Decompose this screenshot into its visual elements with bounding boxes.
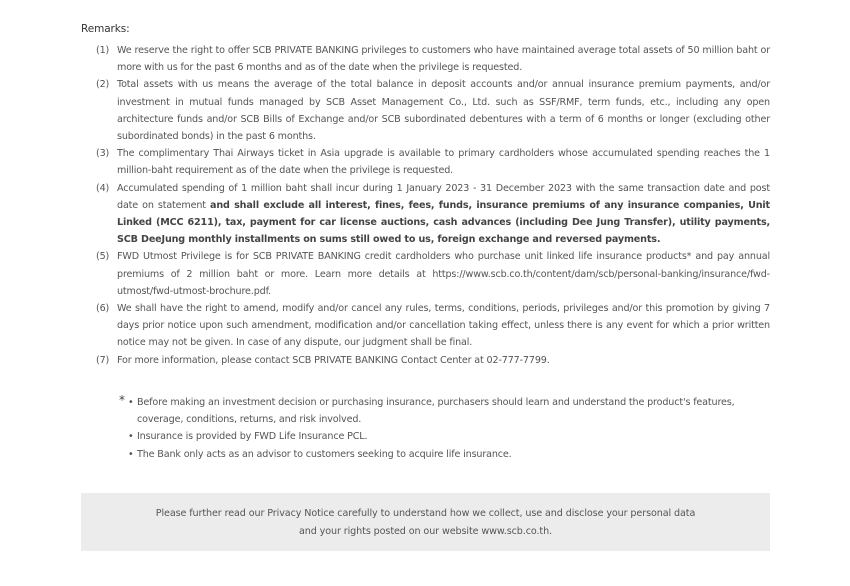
remark-bold-exclusions: and shall exclude all interest, fines, fees, funds, insurance premiums of any insurance companies, Unit Linked (MCC 6211), tax, payment for car license auctions, cash advances (including Dee Jung Transfer), utility payments, SCB DeeJung monthly installments on sums still owed to us, foreign exchange and reversed payments. (117, 199, 770, 246)
footnote-text: The Bank only acts as an advisor to customers seeking to acquire life insurance. (137, 448, 512, 460)
remark-number: (2) (96, 79, 110, 91)
remark-number: (4) (96, 182, 110, 194)
remarks-heading: Remarks: (81, 23, 130, 35)
privacy-notice-box (81, 493, 770, 551)
privacy-notice-line-2: and your rights posted on our website www.scb.co.th. (298, 525, 553, 537)
remark-text: Total assets with us means the average of the total balance in deposit accounts and/or annual insurance premium payments, and/or investment in mutual funds managed by SCB Asset Management Co., Ltd. such as SSF/RMF, term funds, etc., including any open architecture funds and/or SCB Bills of Exchange and/or SCB subordinated debentures with a term of 6 months or longer (excluding other subordinated bonds) in the past 6 months. (117, 79, 770, 143)
footnote-asterisk: * (119, 393, 125, 407)
footnote-list (128, 394, 770, 463)
bullet-icon: • (128, 431, 134, 443)
remark-text: The complimentary Thai Airways ticket in Asia upgrade is available to primary cardholders whose accumulated spending reaches the 1 million-baht requirement as of the date when the privilege is requested. (117, 148, 770, 177)
remark-item-3 (96, 145, 770, 179)
bullet-icon: • (128, 448, 134, 460)
remark-item-5 (96, 248, 770, 300)
footnote-item (128, 446, 770, 463)
remark-text: For more information, please contact SCB PRIVATE BANKING Contact Center at 02-777-7799. (117, 354, 550, 366)
remark-number: (7) (96, 354, 110, 366)
remark-number: (1) (96, 45, 110, 56)
remark-number: (3) (96, 148, 110, 160)
remark-number: (6) (96, 303, 110, 315)
remark-item-7 (96, 352, 770, 369)
remark-item-4 (96, 180, 770, 249)
footnote-text: Before making an investment decision or purchasing insurance, purchasers should learn and understand the product's features, coverage, conditions, returns, and risk involved. (137, 397, 735, 426)
bullet-icon: • (128, 397, 134, 408)
remark-text: Accumulated spending of 1 million baht shall incur during 1 January 2023 - 31 December 2023 with the same transaction date and post date on statement (117, 182, 770, 211)
remark-text: FWD Utmost Privilege is for SCB PRIVATE BANKING credit cardholders who purchase unit linked life insurance products* and pay annual premiums of 2 million baht or more. Learn more details at https://www.scb.co.th/content/dam/scb/personal-banking/insurance/fwd-utmost/fwd-utmost-brochure.pdf. (117, 251, 770, 297)
privacy-notice-line-1: Please further read our Privacy Notice carefully to understand how we collect, use and disclose your personal data (155, 508, 696, 519)
footnote-item (128, 428, 770, 445)
remark-text: We reserve the right to offer SCB PRIVATE BANKING privileges to customers who have maintained average total assets of 50 million baht or more with us for the past 6 months and as of the date when the privilege is requested. (117, 45, 770, 74)
footnote-text: Insurance is provided by FWD Life Insurance PCL. (137, 431, 368, 443)
remark-number: (5) (96, 251, 110, 263)
remark-text: We shall have the right to amend, modify and/or cancel any rules, terms, conditions, periods, privileges and/or this promotion by giving 7 days prior notice upon such amendment, modification and/or cancellation taking effect, unless there is any event for which a prior written notice may not be given. In case of any dispute, our judgment shall be final. (117, 303, 770, 349)
remarks-list (96, 42, 770, 369)
footnote-item (128, 394, 770, 428)
remark-item-2 (96, 76, 770, 145)
remark-item-6 (96, 300, 770, 352)
remark-item-1 (96, 42, 770, 76)
